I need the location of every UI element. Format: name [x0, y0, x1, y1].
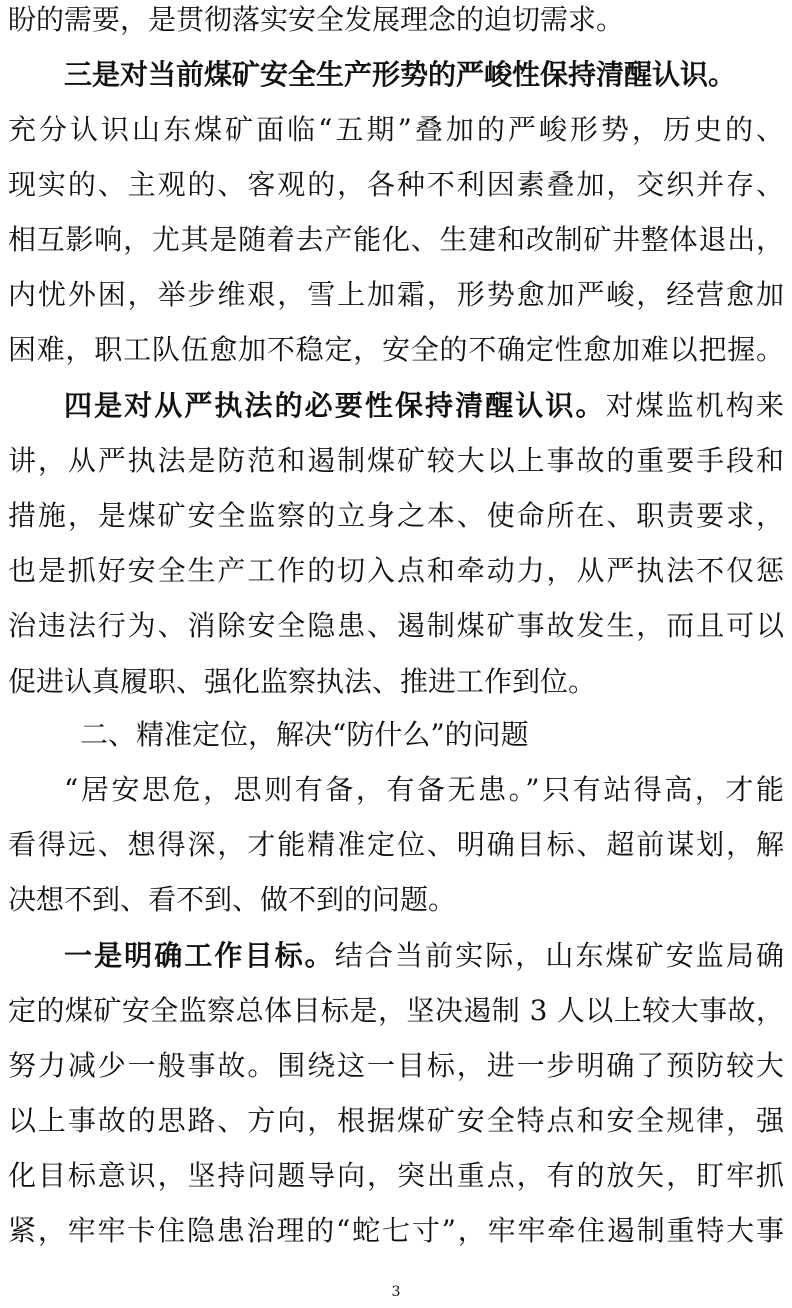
bold-lead-sentence: 一是明确工作目标。	[64, 939, 335, 972]
paragraph-line: 看得远、想得深，才能精准定位、明确目标、超前谋划，解	[8, 828, 784, 861]
paragraph-line: 治违法行为、消除安全隐患、遏制煤矿事故发生，而且可以	[8, 609, 784, 642]
paragraph-line: 相互影响，尤其是随着去产能化、生建和改制矿井整体退出，	[8, 223, 784, 256]
paragraph-line: 措施，是煤矿安全监察的立身之本、使命所在、职责要求，	[8, 499, 784, 532]
paragraph-line: 困难，职工队伍愈加不稳定，安全的不确定性愈加难以把握。	[8, 333, 784, 366]
paragraph-line: 促进认真履职、强化监察执法、推进工作到位。	[8, 665, 597, 698]
paragraph-line: 也是抓好安全生产工作的切入点和牵动力，从严执法不仅惩	[8, 554, 784, 587]
paragraph-text: 结合当前实际，山东煤矿安监局确	[334, 939, 784, 972]
paragraph-line: 定的煤矿安全监察总体目标是，坚决遏制 3 人以上较大事故，	[8, 994, 784, 1027]
bold-lead-sentence: 三是对当前煤矿安全生产形势的严峻性保持清醒认识。	[64, 58, 737, 91]
paragraph-line: 现实的、主观的、客观的，各种不利因素叠加，交织并存、	[8, 168, 784, 201]
page-number: 3	[391, 1284, 401, 1300]
paragraph-line	[64, 386, 784, 426]
paragraph-line	[64, 936, 784, 976]
paragraph-line: 以上事故的思路、方向，根据煤矿安全特点和安全规律，强	[8, 1104, 784, 1137]
section-heading: 二、精准定位，解决“防什么”的问题	[80, 718, 529, 751]
paragraph-line: 内忧外困，举步维艰，雪上加霜，形势愈加严峻，经营愈加	[8, 278, 784, 311]
paragraph-line: 紧，牢牢卡住隐患治理的“蛇七寸”，牢牢牵住遏制重特大事	[8, 1214, 784, 1247]
paragraph-line: 决想不到、看不到、做不到的问题。	[8, 883, 457, 916]
paragraph-line: 讲，从严执法是防范和遏制煤矿较大以上事故的重要手段和	[8, 444, 784, 477]
paragraph-line: 化目标意识，坚持问题导向，突出重点，有的放矢，盯牢抓	[8, 1159, 784, 1192]
paragraph-line: 努力减少一般事故。围绕这一目标，进一步明确了预防较大	[8, 1049, 784, 1082]
paragraph-text: 对煤监机构来	[605, 389, 784, 422]
paragraph-line: “居安思危，思则有备，有备无患。”只有站得高，才能	[64, 773, 784, 806]
paragraph-line: 盼的需要，是贯彻落实安全发展理念的迫切需求。	[8, 3, 625, 36]
paragraph-line: 充分认识山东煤矿面临“五期”叠加的严峻形势，历史的、	[8, 113, 784, 146]
bold-lead-sentence: 四是对从严执法的必要性保持清醒认识。	[64, 389, 606, 422]
